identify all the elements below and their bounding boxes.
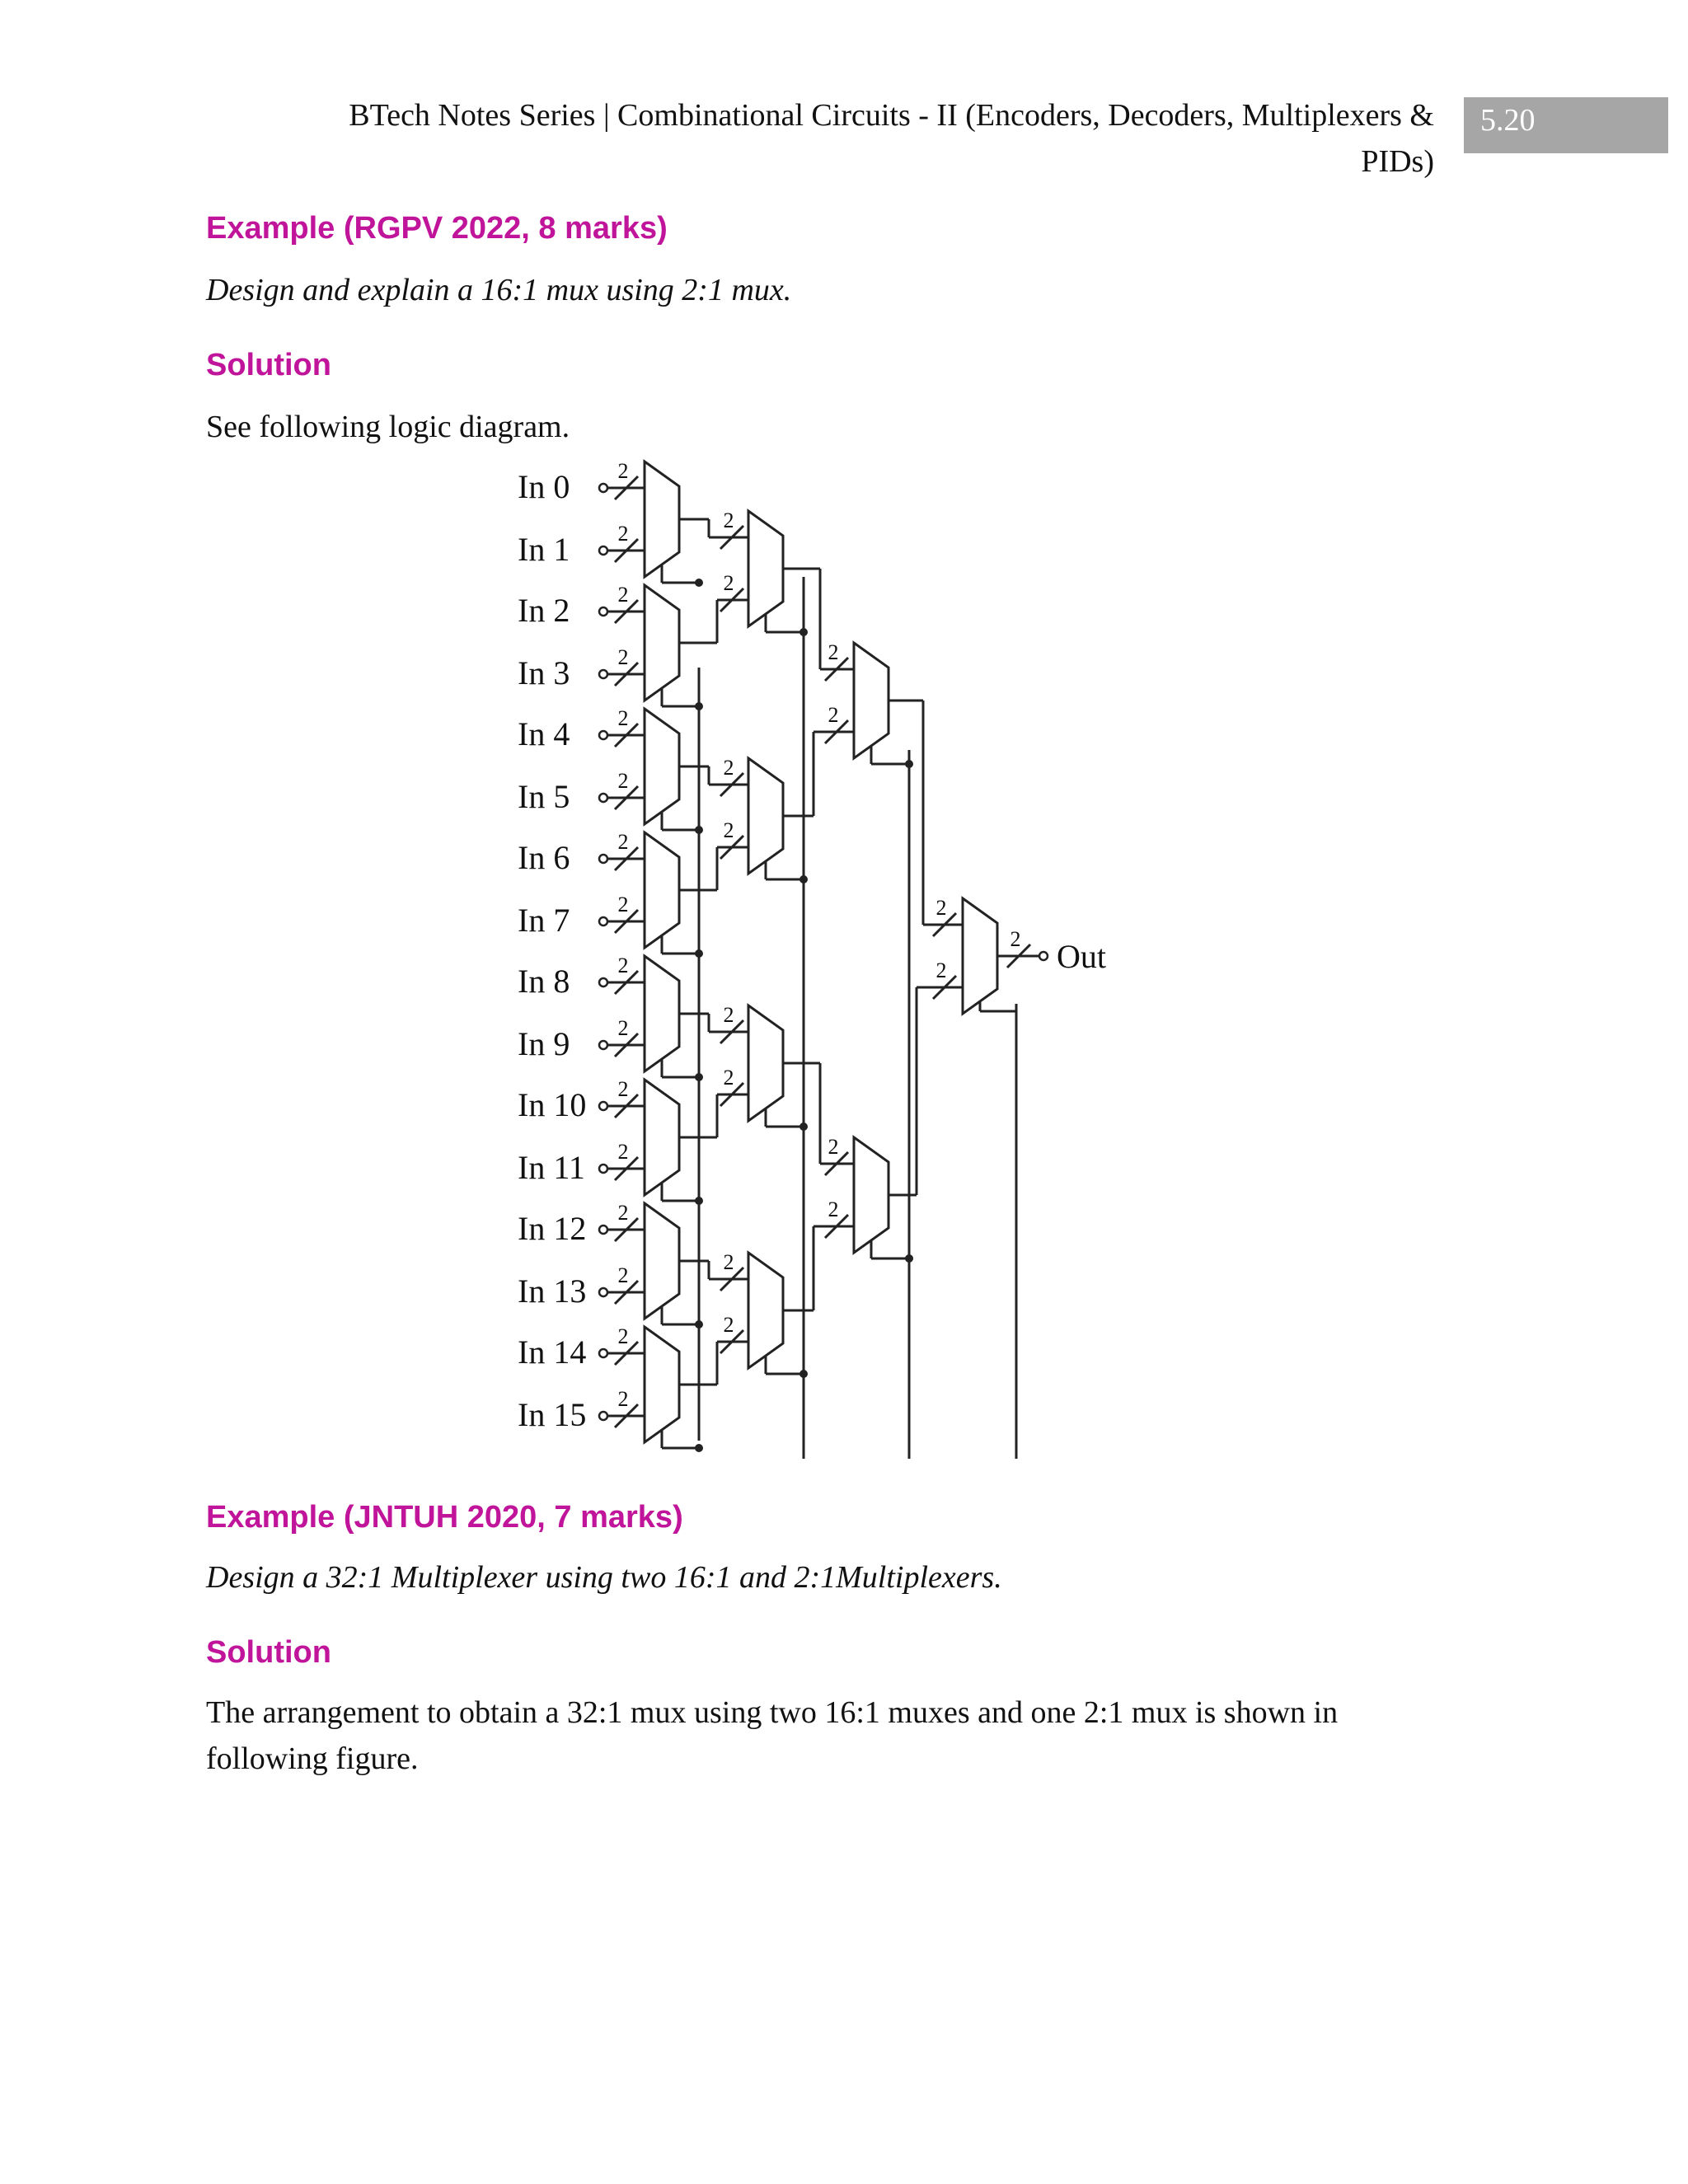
bus-width-label: 2 bbox=[935, 958, 947, 982]
bus-width-label: 2 bbox=[617, 1077, 629, 1101]
input-label: In 12 bbox=[518, 1210, 587, 1247]
example-1-heading: Example (RGPV 2022, 8 marks) bbox=[206, 211, 668, 246]
input-terminal bbox=[599, 1102, 607, 1110]
output-label: Out bbox=[1057, 938, 1106, 975]
bus-width-label: 2 bbox=[1010, 927, 1021, 951]
junction-dot bbox=[695, 1444, 703, 1452]
junction-dot bbox=[799, 1122, 808, 1131]
input-label: In 15 bbox=[518, 1396, 587, 1433]
junction-dot bbox=[695, 1320, 703, 1329]
input-label: In 8 bbox=[518, 963, 570, 1000]
input-terminal bbox=[599, 794, 607, 802]
bus-width-label: 2 bbox=[617, 522, 629, 546]
running-header: BTech Notes Series | Combinational Circuits - II (Encoders, Decoders, Multiplexers & PIDs) bbox=[349, 98, 1434, 179]
input-terminal bbox=[599, 1041, 607, 1049]
input-label: In 4 bbox=[518, 715, 570, 752]
bus-width-label: 2 bbox=[723, 1066, 734, 1090]
output-terminal bbox=[1039, 952, 1048, 960]
bus-width-label: 2 bbox=[617, 769, 629, 793]
bus-width-label: 2 bbox=[617, 1016, 629, 1040]
junction-dot bbox=[695, 949, 703, 958]
bus-width-label: 2 bbox=[617, 830, 629, 854]
bus-width-label: 2 bbox=[935, 896, 947, 920]
input-terminal bbox=[599, 731, 607, 739]
input-terminal bbox=[599, 917, 607, 926]
mux-2to1-level3 bbox=[854, 1137, 889, 1253]
bus-width-label: 2 bbox=[617, 645, 629, 669]
input-label: In 1 bbox=[518, 531, 570, 568]
bus-width-label: 2 bbox=[617, 893, 629, 916]
bus-width-label: 2 bbox=[617, 583, 629, 607]
bus-width-label: 2 bbox=[828, 703, 839, 727]
input-label: In 10 bbox=[518, 1086, 587, 1123]
input-label: In 7 bbox=[518, 902, 570, 939]
example-1-solution-text: See following logic diagram. bbox=[206, 410, 570, 444]
mux-2to1-level2 bbox=[748, 1253, 783, 1368]
junction-dot bbox=[905, 1254, 913, 1263]
input-terminal bbox=[599, 484, 607, 492]
mux-2to1-level1 bbox=[645, 585, 679, 701]
bus-width-label: 2 bbox=[723, 509, 734, 532]
example-2-heading: Example (JNTUH 2020, 7 marks) bbox=[206, 1500, 683, 1535]
bus-width-label: 2 bbox=[723, 756, 734, 780]
bus-width-label: 2 bbox=[723, 1250, 734, 1274]
mux-2to1-level1 bbox=[645, 462, 679, 577]
junction-dot bbox=[695, 702, 703, 710]
junction-dot bbox=[695, 1197, 703, 1205]
bus-width-label: 2 bbox=[617, 459, 629, 483]
mux-2to1-level1 bbox=[645, 1327, 679, 1442]
example-1-question: Design and explain a 16:1 mux using 2:1 mux. bbox=[206, 273, 792, 307]
mux-2to1-level1 bbox=[645, 1203, 679, 1319]
mux-2to1-level1 bbox=[645, 709, 679, 824]
bus-width-label: 2 bbox=[617, 1263, 629, 1287]
input-terminal bbox=[599, 1349, 607, 1357]
mux-2to1-level2 bbox=[748, 1005, 783, 1121]
junction-dot bbox=[799, 875, 808, 883]
input-label: In 2 bbox=[518, 592, 570, 629]
input-label: In 5 bbox=[518, 778, 570, 815]
input-label: In 13 bbox=[518, 1272, 587, 1310]
bus-width-label: 2 bbox=[617, 1387, 629, 1411]
mux-2to1-level1 bbox=[645, 1080, 679, 1195]
bus-width-label: 2 bbox=[723, 818, 734, 842]
mux-2to1-level2 bbox=[748, 758, 783, 874]
bus-width-label: 2 bbox=[617, 1140, 629, 1164]
bus-width-label: 2 bbox=[828, 1197, 839, 1221]
bus-width-label: 2 bbox=[617, 1324, 629, 1348]
junction-dot bbox=[799, 1370, 808, 1378]
mux-2to1-level3 bbox=[854, 643, 889, 758]
junction-dot bbox=[905, 760, 913, 768]
bus-width-label: 2 bbox=[828, 640, 839, 664]
mux-2to1-final bbox=[963, 898, 997, 1014]
junction-dot bbox=[799, 628, 808, 636]
bus-width-label: 2 bbox=[723, 1003, 734, 1027]
input-terminal bbox=[599, 978, 607, 987]
input-terminal bbox=[599, 607, 607, 616]
input-label: In 3 bbox=[518, 654, 570, 691]
junction-dot bbox=[695, 826, 703, 834]
input-terminal bbox=[599, 1412, 607, 1420]
junction-dot bbox=[695, 1073, 703, 1081]
input-label: In 0 bbox=[518, 468, 570, 505]
bus-width-label: 2 bbox=[723, 1313, 734, 1337]
bus-width-label: 2 bbox=[617, 1201, 629, 1225]
example-1-solution-heading: Solution bbox=[206, 348, 331, 382]
mux-2to1-level1 bbox=[645, 832, 679, 948]
input-label: In 6 bbox=[518, 839, 570, 876]
input-terminal bbox=[599, 546, 607, 555]
bus-width-label: 2 bbox=[828, 1135, 839, 1159]
input-label: In 9 bbox=[518, 1025, 570, 1062]
mux-2to1-level2 bbox=[748, 511, 783, 626]
input-terminal bbox=[599, 855, 607, 863]
junction-dot bbox=[695, 579, 703, 587]
input-terminal bbox=[599, 1288, 607, 1296]
input-label: In 11 bbox=[518, 1149, 585, 1186]
mux-2to1-level1 bbox=[645, 956, 679, 1071]
example-2-solution-text: The arrangement to obtain a 32:1 mux using two 16:1 muxes and one 2:1 mux is shown in following figure. bbox=[206, 1695, 1339, 1776]
example-2-question: Design a 32:1 Multiplexer using two 16:1 and 2:1Multiplexers. bbox=[206, 1560, 1002, 1595]
bus-width-label: 2 bbox=[617, 954, 629, 977]
input-label: In 14 bbox=[518, 1333, 587, 1371]
bus-width-label: 2 bbox=[723, 571, 734, 595]
input-terminal bbox=[599, 1165, 607, 1173]
bus-width-label: 2 bbox=[617, 706, 629, 730]
example-2-solution-heading: Solution bbox=[206, 1635, 331, 1670]
input-terminal bbox=[599, 1226, 607, 1234]
input-terminal bbox=[599, 670, 607, 678]
page-number-badge: 5.20 bbox=[1464, 97, 1668, 153]
